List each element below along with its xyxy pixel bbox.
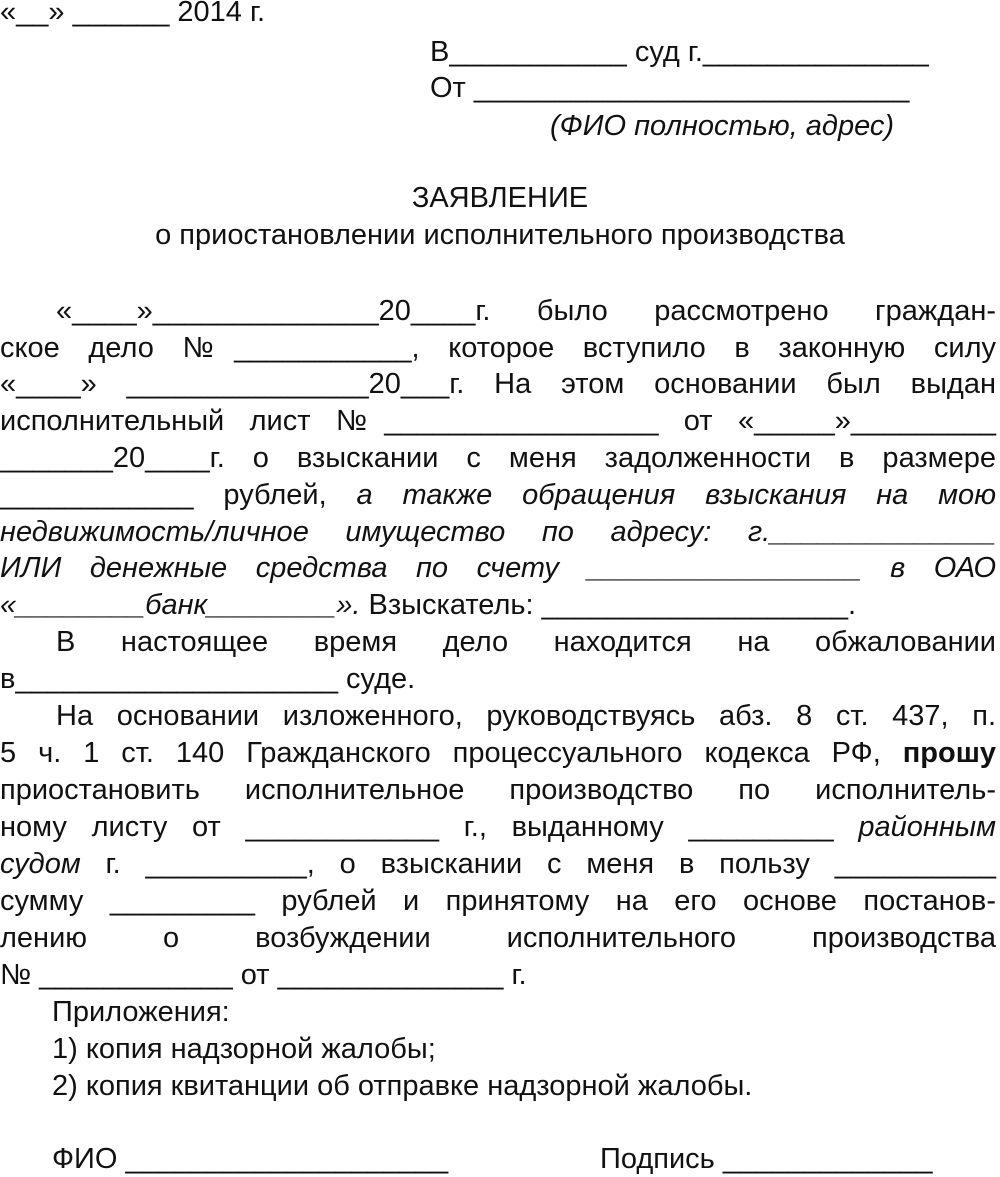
body-line: лению о возбуждении исполнительного производства — [0, 922, 996, 954]
court-line: В___________ суд г.______________ — [430, 36, 929, 68]
body-line: 5 ч. 1 ст. 140 Гражданского процессуального кодекса РФ, прошу — [0, 737, 996, 769]
body-line: В настоящее время дело находится на обжаловании — [56, 626, 996, 658]
body-line: ское дело №___________, которое вступило в законную силу — [0, 332, 996, 364]
body-line: ному листу от ____________ г., выданному _________ районным — [0, 811, 996, 843]
signature-field-label: Подпись _____________ — [600, 1143, 933, 1175]
from-line: От ___________________________ — [430, 72, 910, 104]
body-line: сумму _________ рублей и принятому на его основе постанов- — [0, 885, 996, 917]
body-line: «________банк________». Взыскатель: ___________________. — [0, 589, 857, 621]
body-line: судом г. __________, о взыскании с меня в пользу __________ — [0, 848, 996, 880]
body-line: № ____________ от ______________ г. — [0, 959, 527, 991]
body-line: ИЛИ денежные средства по счету _________________ в ОАО — [0, 552, 996, 584]
body-line: _______20____г. о взыскании с меня задолженности в размере — [0, 442, 996, 474]
document-subtitle: о приостановлении исполнительного производства — [155, 219, 845, 251]
attachment-item: 2) копия квитанции об отправке надзорной жалобы. — [52, 1070, 753, 1102]
body-line: недвижимость/личное имущество по адресу: г.______________ — [0, 516, 996, 548]
document-title: ЗАЯВЛЕНИЕ — [411, 182, 589, 214]
date-line: «__» ______ 2014 г. — [0, 0, 266, 28]
body-line: На основании изложенного, руководствуясь абз. 8 ст. 437, п. — [56, 700, 996, 732]
from-hint: (ФИО полностью, адрес) — [550, 110, 895, 142]
attachment-item: 1) копия надзорной жалобы; — [52, 1033, 436, 1065]
body-line: «____» _______________20___г. На этом основании был выдан — [0, 368, 996, 400]
name-field-label: ФИО ____________________ — [52, 1143, 449, 1175]
body-line: приостановить исполнительное производство по исполнитель- — [0, 774, 996, 806]
body-line: «____»______________20____г. было рассмотрено граждан- — [56, 295, 996, 327]
body-line: ____________ рублей, а также обращения взыскания на мою — [0, 479, 996, 511]
body-line: исполнительный лист №_________________ от «_____»_________ — [0, 405, 996, 437]
body-line: в____________________ суде. — [0, 663, 416, 695]
attachments-heading: Приложения: — [52, 996, 230, 1028]
